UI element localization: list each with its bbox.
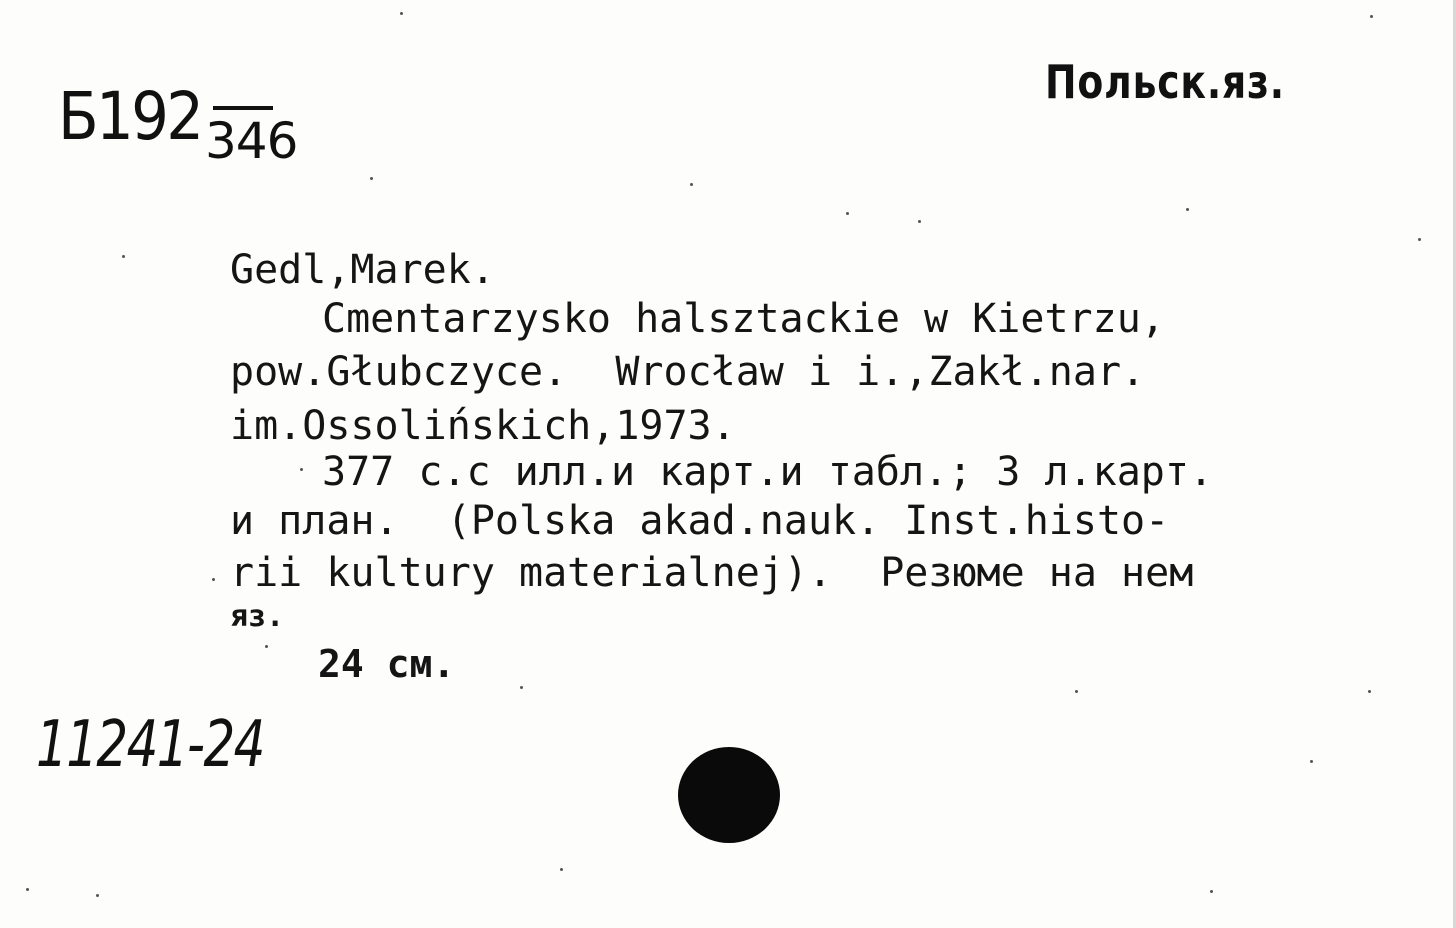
title-line: Cmentarzysko halsztackie w Kietrzu, (322, 296, 1165, 342)
imprint-line-1: pow.Głubczyce. Wrocław i i.,Zakł.nar. (230, 349, 1146, 395)
speck (1368, 690, 1371, 693)
speck (1210, 890, 1213, 893)
speck (690, 183, 693, 186)
speck (96, 894, 99, 897)
shelf-mark: Б192 (58, 78, 202, 155)
speck (1186, 208, 1189, 211)
size-line: 24 см. (318, 642, 456, 686)
speck (846, 212, 849, 215)
speck (560, 868, 563, 871)
speck (400, 12, 403, 15)
collation-line-1: 377 c.c илл.и карт.и табл.; 3 л.карт. (322, 449, 1214, 495)
punch-hole (678, 747, 780, 843)
collation-line-2: и план. (Polska akad.nauk. Inst.histo- (230, 498, 1170, 544)
shelf-mark-subnumber: 346 (205, 112, 298, 170)
summary-note-line: яз. (230, 599, 285, 634)
shelf-mark-overline (213, 106, 273, 110)
inventory-number: 11241-24 (36, 708, 264, 782)
speck (520, 686, 523, 689)
language-label: Польск.яз. (1045, 55, 1285, 109)
speck (1370, 15, 1373, 18)
speck (26, 888, 29, 891)
series-note-line: rii kultury materialnej). Резюме на нем (230, 550, 1194, 596)
speck (212, 578, 215, 581)
speck (1310, 760, 1313, 763)
author-heading: Gedl,Marek. (230, 247, 495, 293)
imprint-line-2: im.Ossolińskich,1973. (230, 403, 736, 449)
speck (265, 645, 268, 648)
speck (1075, 690, 1078, 693)
speck (918, 220, 921, 223)
speck (122, 255, 125, 258)
speck (1418, 238, 1421, 241)
speck (370, 177, 373, 180)
speck (300, 468, 303, 471)
